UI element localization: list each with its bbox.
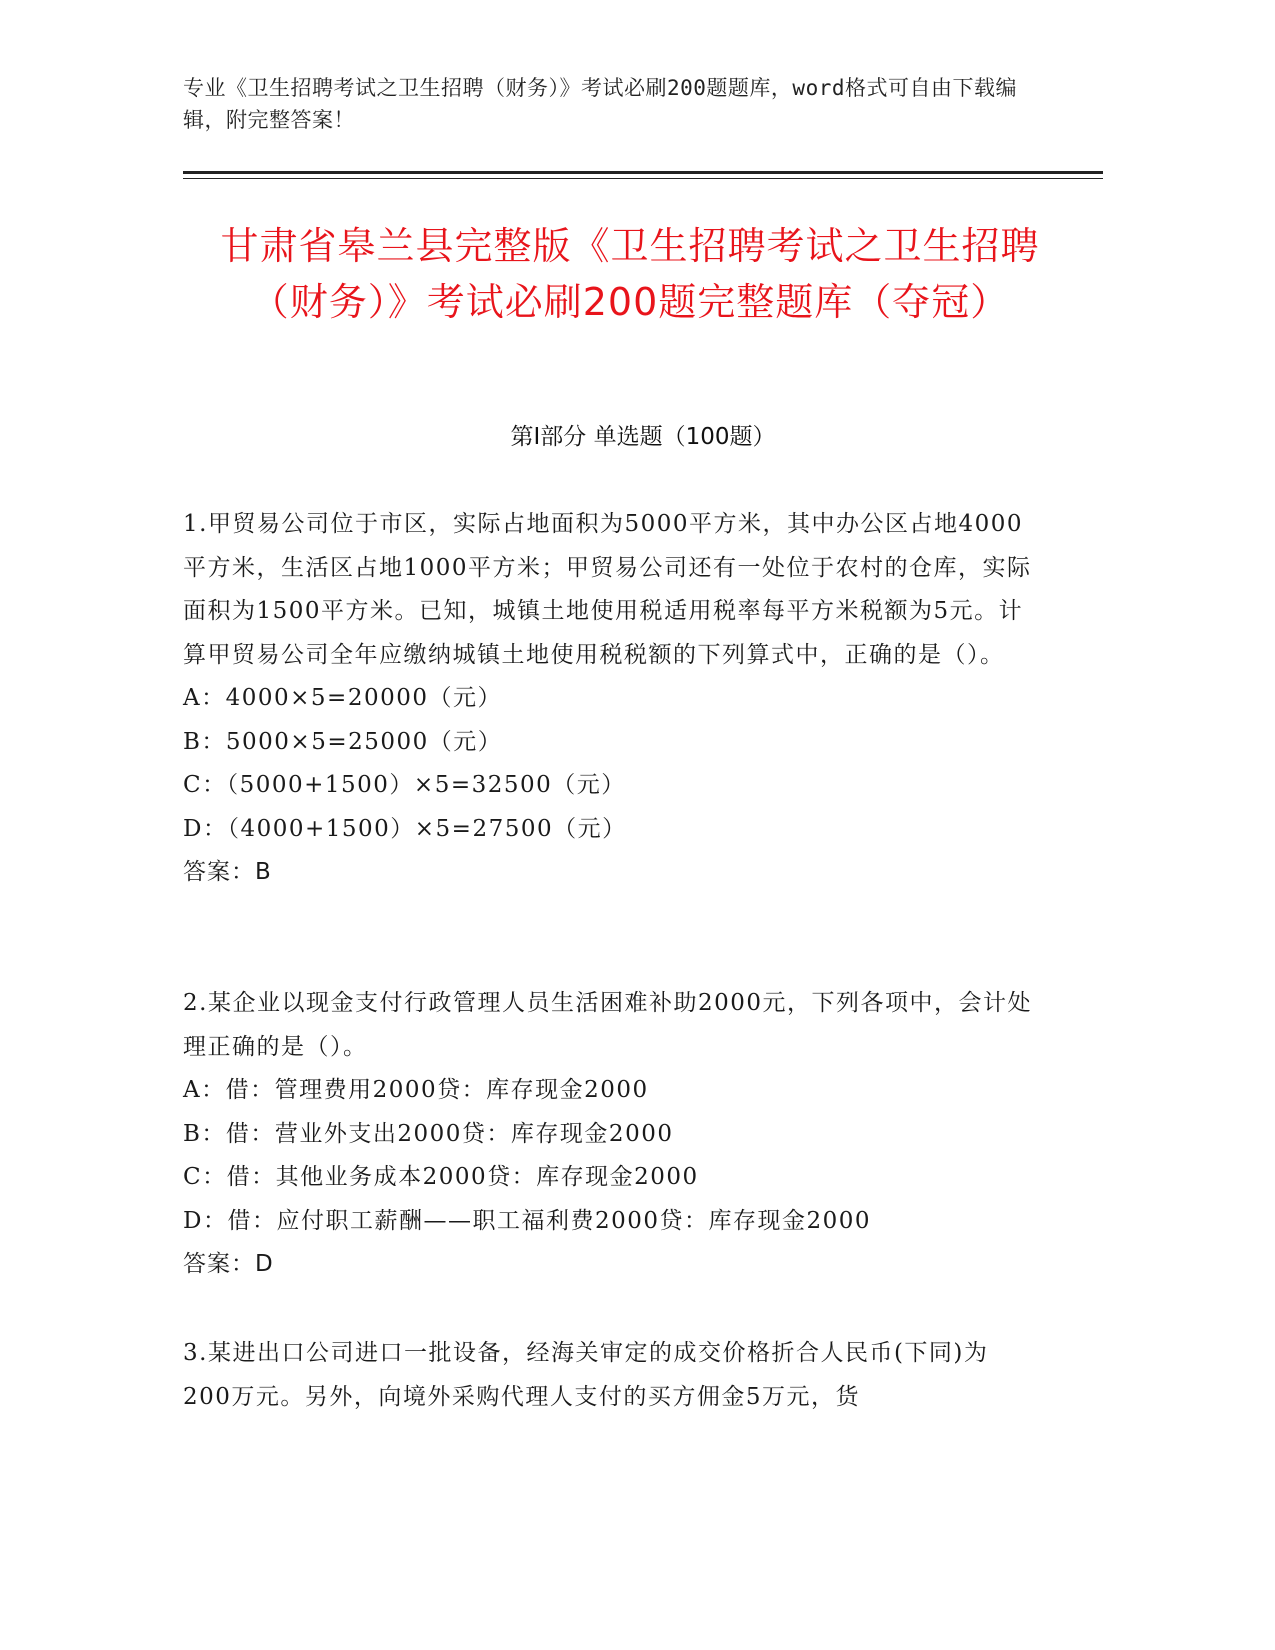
section-heading: 第Ⅰ部分 单选题（100题）	[510, 424, 776, 450]
option-a: A：借：管理费用2000贷：库存现金2000	[183, 1077, 649, 1103]
option-b: B：借：营业外支出2000贷：库存现金2000	[183, 1120, 674, 1147]
option-b: B：5000×5=25000（元）	[183, 728, 503, 755]
question-1	[183, 503, 1033, 895]
question-3	[183, 1332, 1033, 1419]
header-divider-thick	[183, 171, 1103, 174]
option-c: C：借：其他业务成本2000贷：库存现金2000	[183, 1164, 699, 1190]
answer: 答案：D	[183, 1251, 274, 1277]
option-c: C：（5000+1500）×5=32500（元）	[183, 772, 626, 798]
header-note: 专业《卫生招聘考试之卫生招聘（财务）》考试必刷200题题库，word格式可自由下载编辑，附完整答案！	[183, 76, 1017, 132]
option-d: D：（4000+1500）×5=27500（元）	[183, 815, 627, 842]
option-a: A：4000×5=20000（元）	[183, 685, 502, 711]
header-divider-thin	[183, 178, 1103, 179]
option-d: D：借：应付职工薪酬——职工福利费2000贷：库存现金2000	[183, 1207, 872, 1234]
question-2	[183, 982, 1033, 1287]
document-title: 甘肃省皋兰县完整版《卫生招聘考试之卫生招聘（财务）》考试必刷200题完整题库（夺冠）	[220, 224, 1040, 324]
question-stem: 2.某企业以现金支付行政管理人员生活困难补助2000元，下列各项中，会计处理正确的是（）。	[183, 990, 1032, 1060]
answer: 答案：B	[183, 859, 272, 885]
question-stem: 3.某进出口公司进口一批设备，经海关审定的成交价格折合人民币(下同)为200万元。另外，向境外采购代理人支付的买方佣金5万元，货	[183, 1340, 989, 1410]
question-stem: 1.甲贸易公司位于市区，实际占地面积为5000平方米，其中办公区占地4000平方米，生活区占地1000平方米；甲贸易公司还有一处位于农村的仓库，实际面积为1500平方米。已知，城镇土地使用税适用税率每平方米税额为5元。计算甲贸易公司全年应缴纳城镇土地使用税税额的下列算式中，正确的是（）。	[183, 511, 1032, 668]
